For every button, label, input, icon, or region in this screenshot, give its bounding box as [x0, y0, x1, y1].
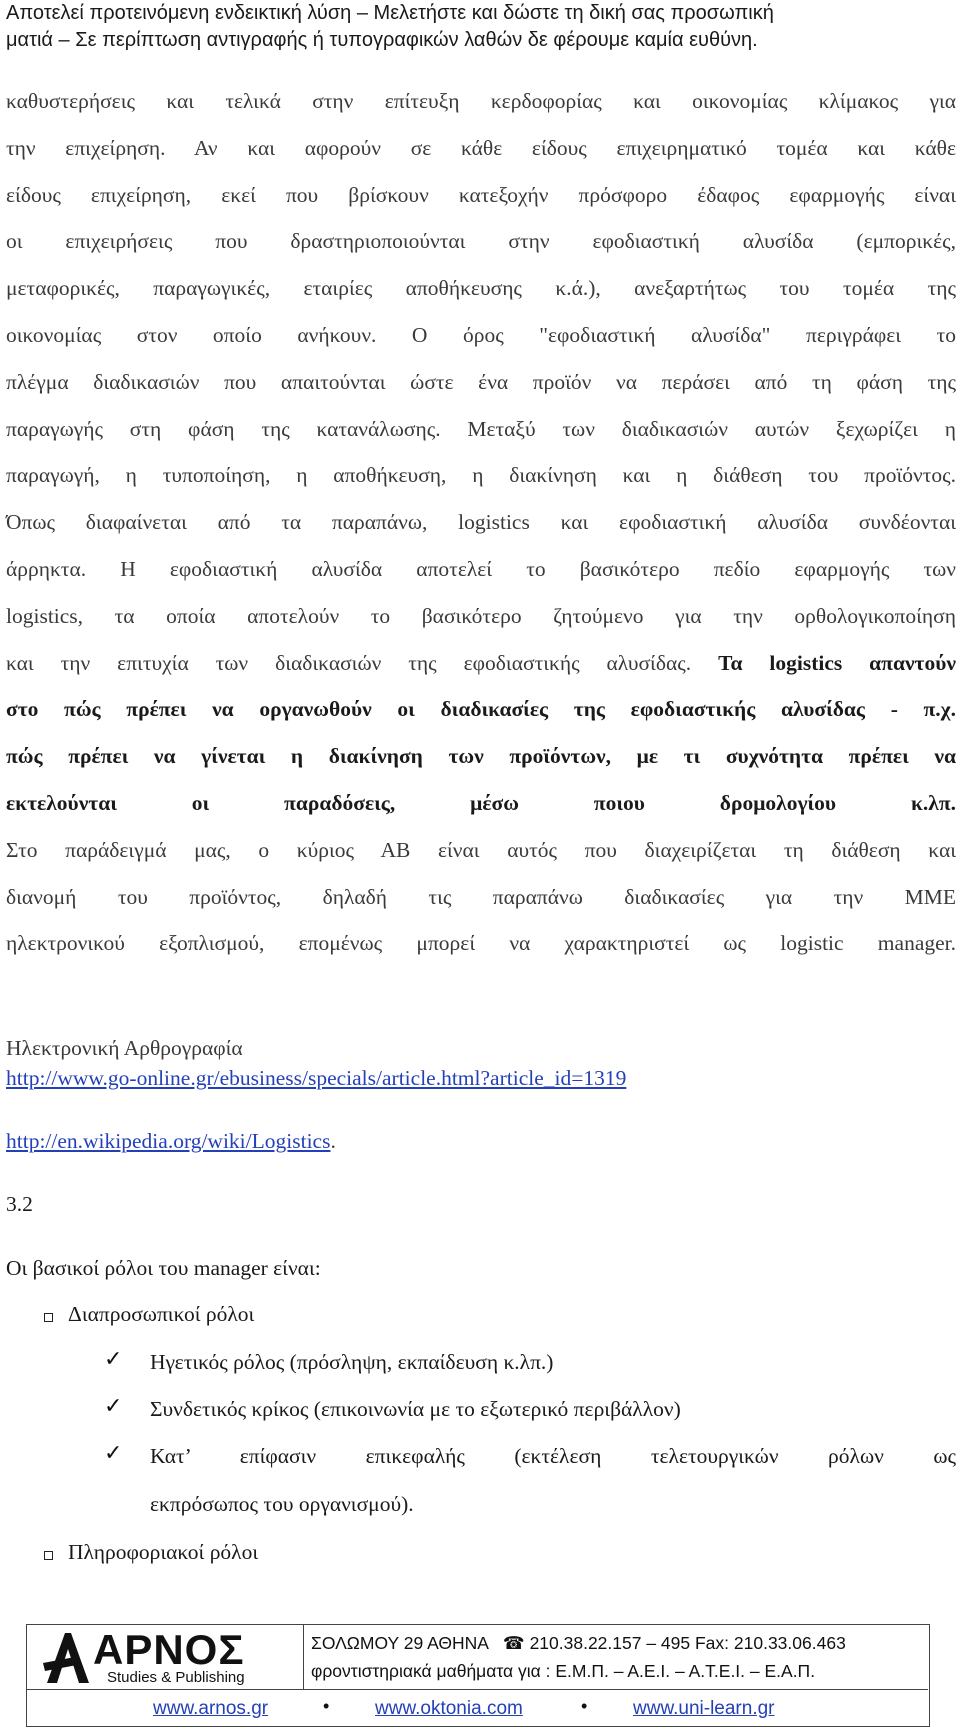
body-line: οικονομίας στον οποίο ανήκουν. Ο όρος "εφοδιαστική αλυσίδα" περιγράφει το	[6, 322, 956, 347]
body-line-mixed	[6, 640, 956, 687]
role-item: Ηγετικός ρόλος (πρόσληψη, εκπαίδευση κ.λπ.)	[150, 1350, 554, 1374]
phone-numbers: 210.38.22.157 – 495 Fax: 210.33.06.463	[529, 1633, 846, 1653]
body-line: μεταφορικές, παραγωγικές, εταιρίες αποθήκευσης κ.ά.), ανεξαρτήτως του τομέα της	[6, 276, 956, 301]
disclaimer-line-2: ματιά – Σε περίπτωση αντιγραφής ή τυπογραφικών λαθών δε φέρουμε καμία ευθύνη.	[6, 29, 758, 51]
body-bold-line: στο πώς πρέπει να οργανωθούν οι διαδικασίες της εφοδιαστικής αλυσίδας - π.χ.	[6, 697, 956, 722]
body-line: Στο παράδειγμά μας, ο κύριος ΑΒ είναι αυτός που διαχειρίζεται τη διάθεση και	[6, 837, 956, 862]
footer-link-unilearn[interactable]: www.uni-learn.gr	[633, 1698, 775, 1719]
references-heading: Ηλεκτρονική Αρθρογραφία	[6, 1036, 243, 1060]
address-text: ΣΟΛΩΜΟΥ 29 ΑΘΗΝΑ	[311, 1633, 488, 1653]
logo-word: ΑΡΝΟΣ	[93, 1626, 245, 1673]
body-line: παραγωγής στη φάση της κατανάλωσης. Μεταξύ των διαδικασιών αυτών ξεχωρίζει η	[6, 416, 956, 441]
body-paragraph	[6, 78, 956, 967]
checkmark-icon: ✓	[104, 1441, 123, 1466]
role-item: Συνδετικός κρίκος (επικοινωνία με το εξωτερικό περιβάλλον)	[150, 1397, 681, 1421]
body-line: καθυστερήσεις και τελικά στην επίτευξη κερδοφορίας και οικονομίας κλίμακος για	[6, 89, 956, 113]
disclaimer-line-1: Αποτελεί προτεινόμενη ενδεικτική λύση – Μελετήστε και δώστε τη δική σας προσωπική	[6, 2, 774, 24]
body-line: πλέγμα διαδικασιών που απαιτούνται ώστε ένα προϊόν να περάσει από τη φάση της	[6, 369, 956, 394]
logo-subtitle: Studies & Publishing	[107, 1669, 245, 1686]
reference-link-1[interactable]: http://www.go-online.gr/ebusiness/specials/article.html?article_id=1319	[6, 1066, 627, 1090]
body-line: την επιχείρηση. Αν και αφορούν σε κάθε είδους επιχειρηματικό τομέα και κάθε	[6, 135, 956, 160]
role-item-line-2: εκπρόσωπος του οργανισμού).	[150, 1492, 414, 1516]
body-line: άρρηκτα. Η εφοδιαστική αλυσίδα αποτελεί το βασικότερο πεδίο εφαρμογής των	[6, 556, 956, 581]
logo-a-icon	[41, 1629, 93, 1685]
separator-dot-icon: •	[581, 1696, 588, 1716]
reference-link-2-row	[6, 1129, 336, 1154]
courses-line: φροντιστηριακά μαθήματα για : Ε.Μ.Π. – Α.Ε.Ι. – Α.Τ.Ε.Ι. – Ε.Α.Π.	[311, 1661, 816, 1681]
body-line: Όπως διαφαίνεται από τα παραπάνω, logistics και εφοδιαστική αλυσίδα συνδέονται	[6, 510, 956, 535]
square-bullet-icon	[44, 1551, 53, 1560]
section-number: 3.2	[6, 1192, 33, 1216]
footer-link-oktonia[interactable]: www.oktonia.com	[375, 1698, 523, 1719]
role-group-informational: Πληροφοριακοί ρόλοι	[68, 1540, 259, 1564]
publisher-logo	[27, 1625, 304, 1689]
body-line: οι επιχειρήσεις που δραστηριοποιούνται στην εφοδιαστική αλυσίδα (εμπορικές,	[6, 229, 956, 254]
body-line: διανομή του προϊόντος, δηλαδή τις παραπάνω διαδικασίες για την ΜΜΕ	[6, 884, 956, 909]
footer-links	[27, 1689, 928, 1727]
body-line-normal-part: και την επιτυχία των διαδικασιών της εφοδιαστικής αλυσίδας.	[6, 650, 692, 675]
publisher-footer	[26, 1624, 930, 1727]
footer-link-arnos[interactable]: www.arnos.gr	[153, 1698, 269, 1719]
reference-link-1-row	[6, 1066, 626, 1091]
body-line: logistics, τα οποία αποτελούν το βασικότερο ζητούμενο για την ορθολογικοποίηση	[6, 603, 956, 628]
role-group-interpersonal: Διαπροσωπικοί ρόλοι	[68, 1302, 255, 1326]
body-bold-line: πώς πρέπει να γίνεται η διακίνηση των προϊόντων, με τι συχνότητα πρέπει να	[6, 744, 956, 769]
disclaimer-header	[6, 0, 954, 54]
reference-link-2[interactable]: http://en.wikipedia.org/wiki/Logistics	[6, 1129, 331, 1153]
phone-icon: ☎	[502, 1634, 525, 1654]
role-item-line-1: Κατ’ επίφασιν επικεφαλής (εκτέλεση τελετουργικών ρόλων ως	[150, 1444, 956, 1468]
checkmark-icon: ✓	[104, 1347, 123, 1372]
body-line: ηλεκτρονικού εξοπλισμού, επομένως μπορεί να χαρακτηριστεί ως logistic manager.	[6, 931, 956, 956]
body-bold-line: εκτελούνται οι παραδόσεις, μέσω ποιου δρομολογίου κ.λπ.	[6, 790, 956, 815]
body-line: παραγωγή, η τυποποίηση, η αποθήκευση, η διακίνηση και η διάθεση του προϊόντος.	[6, 463, 956, 488]
checkmark-icon: ✓	[104, 1394, 123, 1419]
square-bullet-icon	[44, 1313, 53, 1322]
body-line: είδους επιχείρηση, εκεί που βρίσκουν κατεξοχήν πρόσφορο έδαφος εφαρμογής είναι	[6, 182, 956, 207]
section-intro: Οι βασικοί ρόλοι του manager είναι:	[6, 1256, 321, 1280]
reference-link-2-suffix: .	[330, 1129, 336, 1153]
separator-dot-icon: •	[323, 1696, 330, 1716]
body-line-bold-part: Τα logistics απαντούν	[718, 650, 956, 675]
contact-line	[311, 1633, 846, 1654]
